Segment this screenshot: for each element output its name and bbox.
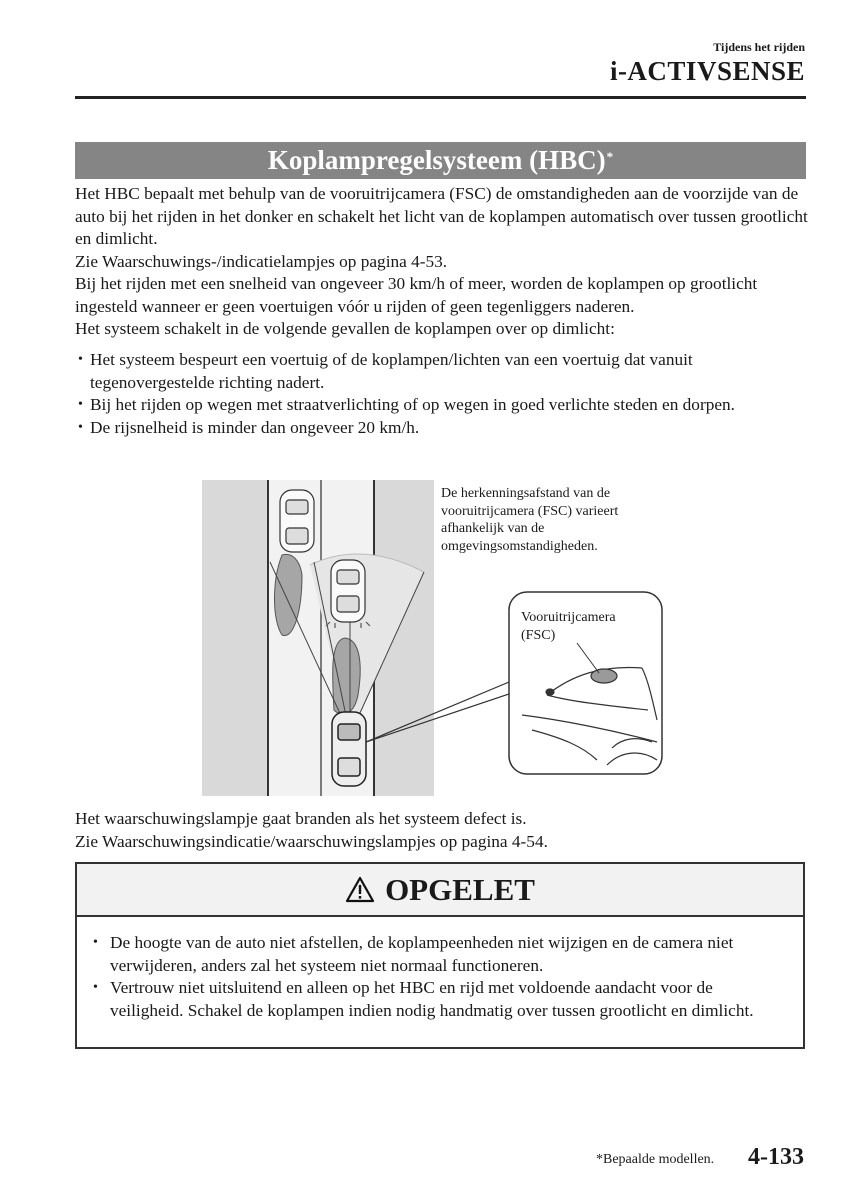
own-car: [332, 712, 366, 786]
caution-header: [77, 864, 803, 917]
list-item-text: Vertrouw niet uitsluitend en alleen op het HBC en rijd met voldoende aandacht voor de veiligheid. Schakel de koplampen indien nodig handmatig over tussen grootlicht en dimlicht.: [110, 978, 754, 1020]
preceding-taillight-glow: [333, 638, 361, 714]
list-item: [91, 977, 789, 1022]
figure-caption-camera: [521, 609, 661, 644]
section-asterisk: *: [606, 148, 614, 164]
list-item: [75, 417, 810, 440]
list-item: [75, 349, 810, 394]
warning-light-reference: Zie Waarschuwingsindicatie/waarschuwingslampjes op pagina 4-54.: [75, 831, 548, 851]
intro-paragraph: Het systeem schakelt in de volgende gevallen de koplampen over op dimlicht:: [75, 319, 615, 338]
list-item-text: Het systeem bespeurt een voertuig of de koplampen/lichten van een voertuig dat vanuit tegenovergestelde richting nadert.: [90, 350, 693, 392]
bullet-icon: •: [78, 397, 83, 412]
bullet-icon: •: [93, 935, 98, 950]
header-chapter: Tijdens het rijden: [713, 40, 805, 54]
caution-box: [75, 862, 805, 1049]
bullet-icon: •: [78, 352, 83, 367]
list-item-text: De hoogte van de auto niet afstellen, de koplampeenheden niet wijzigen en de camera niet verwijderen, anders zal het systeem niet normaal functioneren.: [110, 933, 734, 975]
bullet-icon: •: [93, 980, 98, 995]
intro-paragraph: Bij het rijden met een snelheid van ongeveer 30 km/h of meer, worden de koplampen op grootlicht ingesteld wanneer er geen voertuigen vóór u rijden of geen tegenliggers naderen.: [75, 274, 758, 316]
warning-triangle-icon: [345, 876, 375, 903]
camera-icon: [591, 669, 617, 683]
intro-text: [75, 183, 810, 341]
warning-light-paragraph: Het waarschuwingslampje gaat branden als het systeem defect is.: [75, 809, 527, 828]
intro-paragraph: Het HBC bepaalt met behulp van de vooruitrijcamera (FSC) de omstandigheden aan de voorzijde van de auto bij het rijden in het donker en schakelt het licht van de koplampen automatisch over tussen grootlicht en dimlicht.: [75, 184, 808, 248]
list-item-text: Bij het rijden op wegen met straatverlichting of op wegen in goed verlichte steden en dorpen.: [90, 395, 735, 414]
figure-caption-range: De herkenningsafstand van de vooruitrijcamera (FSC) varieert afhankelijk van de omgevingsomstandigheden.: [441, 486, 619, 554]
header-title: i-ACTIVSENSE: [609, 56, 805, 86]
footnote: *Bepaalde modellen.: [596, 1152, 715, 1167]
bullet-icon: •: [78, 419, 83, 435]
caution-title: OPGELET: [385, 871, 535, 907]
list-item-text: De rijsnelheid is minder dan ongeveer 20 km/h.: [90, 417, 420, 437]
page-number: 4-133: [748, 1144, 804, 1170]
list-item: [91, 932, 789, 977]
condition-list: [75, 349, 810, 439]
oncoming-car: [280, 490, 314, 552]
camera-label: Vooruitrijcamera: [521, 610, 616, 625]
intro-reference: Zie Waarschuwings-/indicatielampjes op pagina 4-53.: [75, 251, 448, 271]
list-item: [75, 394, 810, 417]
warning-light-text: [75, 808, 810, 853]
caution-list: [77, 917, 803, 1022]
section-title-bar: [75, 142, 806, 179]
camera-label-abbr: (FSC): [521, 627, 556, 643]
header-divider: [75, 96, 806, 99]
section-title: Koplampregelsysteem (HBC): [267, 145, 606, 175]
